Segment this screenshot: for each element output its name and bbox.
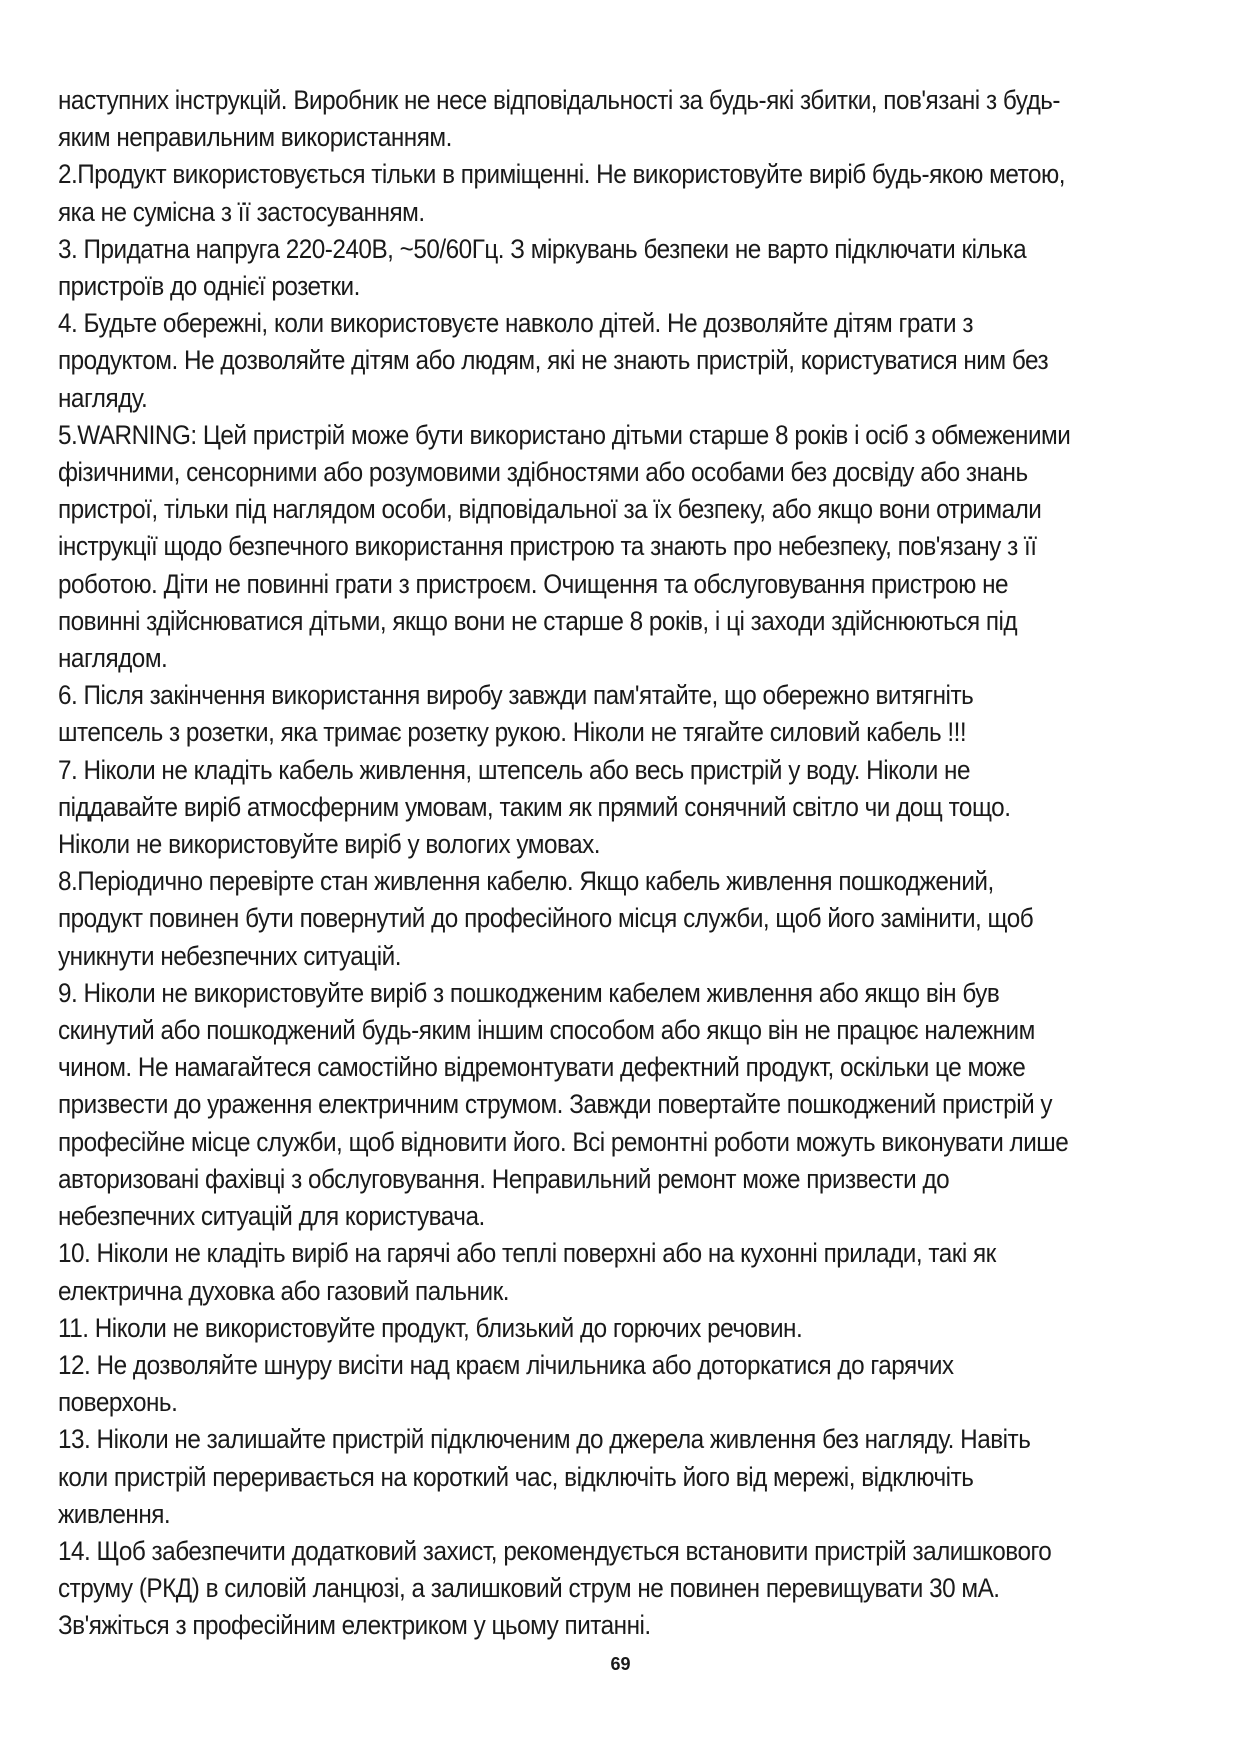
instruction-item-13: 13. Ніколи не залишайте пристрій підключеним до джерела живлення без нагляду. Навіть коли пристрій переривається на короткий час, відключіть його від мережі, відключіть живлення. bbox=[58, 1424, 1031, 1529]
instruction-item-14: 14. Щоб забезпечити додатковий захист, рекомендується встановити пристрій залишкового струму (РКД) в силовій ланцюзі, а залишковий струм не повинен перевищувати 30 мА. Зв'яжіться з професійним електриком у цьому питанні. bbox=[58, 1535, 1052, 1641]
instruction-item-5-warning: 5.WARNING: Цей пристрій може бути використано дітьми старше 8 років і осіб з обмеженими фізичними, сенсорними або розумовими здібностями або особами без досвіду або знань пристрої, тільки під наглядом особи, відповідальної за їх безпеку, або якщо вони отримали інструкції щодо безпечного використання пристрою та знають про небезпеку, пов'язану з її роботою. Діти не повинні грати з пристроєм. Очищення та обслуговування пристрою не повинні здійснюватися дітьми, якщо вони не старше 8 років, і ці заходи здійснюються під наглядом. bbox=[58, 419, 1071, 674]
instruction-item-4: 4. Будьте обережні, коли використовуєте навколо дітей. Не дозволяйте дітям грати з продуктом. Не дозволяйте дітям або людям, які не знають пристрій, користуватися ним без нагляду. bbox=[58, 308, 1049, 413]
instruction-item-11: 11. Ніколи не використовуйте продукт, близький до горючих речовин. bbox=[58, 1312, 803, 1343]
instruction-item-7: 7. Ніколи не кладіть кабель живлення, штепсель або весь пристрій у воду. Ніколи не піддавайте виріб атмосферним умовам, таким як прямий сонячний світло чи дощ тощо. Ніколи не використовуйте виріб у вологих умовах. bbox=[58, 754, 1011, 860]
instruction-item-10: 10. Ніколи не кладіть виріб на гарячі або теплі поверхні або на кухонні прилади, такі як електрична духовка або газовий пальник. bbox=[58, 1238, 996, 1306]
instruction-item-9: 9. Ніколи не використовуйте виріб з пошкодженим кабелем живлення або якщо він був скинутий або пошкоджений будь-яким іншим способом або якщо він не працює належним чином. Не намагайтеся самостійно відремонтувати дефектний продукт, оскільки це може призвести до ураження електричним струмом. Завжди повертайте пошкоджений пристрій у професійне місце служби, щоб відновити його. Всі ремонтні роботи можуть виконувати лише авторизовані фахівці з обслуговування. Неправильний ремонт може призвести до небезпечних ситуацій для користувача. bbox=[58, 977, 1069, 1232]
page-number: 69 bbox=[610, 1654, 631, 1674]
paragraph-continuation: наступних інструкцій. Виробник не несе відповідальності за будь-які збитки, пов'язані з будь-яким неправильним використанням. bbox=[58, 85, 1061, 153]
instructions-body bbox=[58, 82, 1071, 1645]
instruction-item-2: 2.Продукт використовується тільки в приміщенні. Не використовуйте виріб будь-якою метою, яка не сумісна з її застосуванням. bbox=[58, 159, 1065, 227]
instruction-item-6: 6. Після закінчення використання виробу завжди пам'ятайте, що обережно витягніть штепсель з розетки, яка тримає розетку рукою. Ніколи не тягайте силовий кабель !!! bbox=[58, 680, 974, 748]
instruction-item-12: 12. Не дозволяйте шнуру висіти над краєм лічильника або доторкатися до гарячих поверхонь. bbox=[58, 1349, 954, 1418]
instruction-item-3: 3. Придатна напруга 220-240В, ~50/60Гц. З міркувань безпеки не варто підключати кілька пристроїв до однієї розетки. bbox=[58, 233, 1027, 302]
instruction-item-8: 8.Періодично перевірте стан живлення кабелю. Якщо кабель живлення пошкоджений, продукт повинен бути повернутий до професійного місця служби, щоб його замінити, щоб уникнути небезпечних ситуацій. bbox=[58, 866, 1034, 971]
